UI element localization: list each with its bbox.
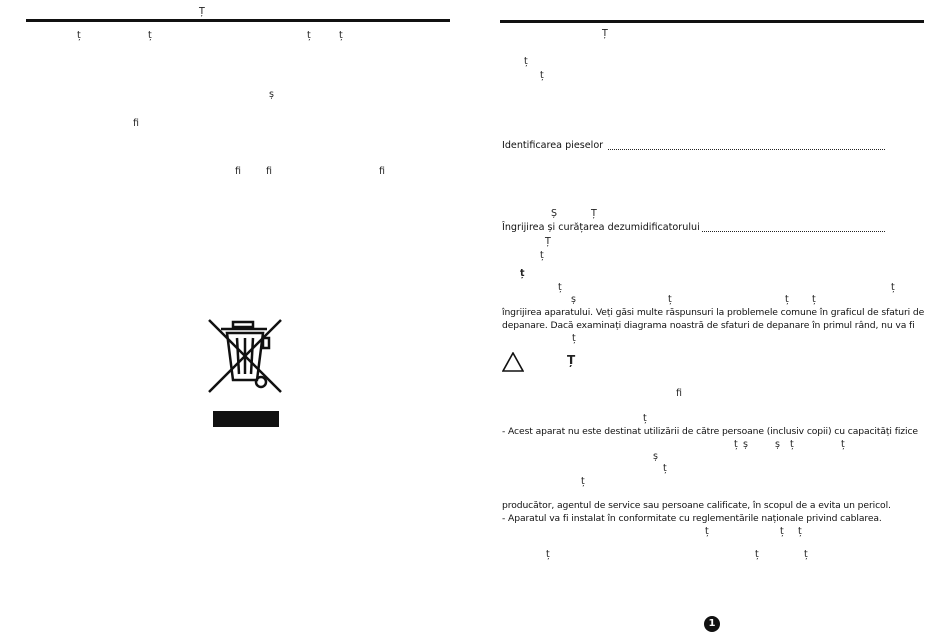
- toc-leader-dots: [702, 231, 885, 232]
- text-fragment: ș: [743, 439, 748, 450]
- text-fragment: Ș: [551, 208, 558, 219]
- warning-triangle-icon: [502, 352, 524, 372]
- text-fragment: ț: [339, 30, 343, 41]
- text-fragment: ț: [705, 526, 709, 537]
- text-fragment: ț: [780, 526, 784, 537]
- text-fragment: ț: [798, 526, 802, 537]
- text-fragment: ț: [785, 294, 789, 305]
- safety-line: - Aparatul va fi instalat în conformitate cu reglementările naționale privind cablarea.: [502, 513, 882, 524]
- text-fragment: ț: [540, 250, 544, 261]
- text-fragment: ț: [755, 549, 759, 560]
- text-fragment: ș: [571, 294, 576, 305]
- safety-line: - Acest aparat nu este destinat utilizării de către persoane (inclusiv copii) cu capacități fizice: [502, 426, 918, 437]
- left-header-fragment: Ț: [199, 6, 205, 17]
- text-fragment: ț: [734, 439, 738, 450]
- text-fragment: fi: [266, 166, 272, 177]
- text-fragment: ț: [546, 549, 550, 560]
- text-fragment: fi: [235, 166, 241, 177]
- paragraph-line: îngrijirea aparatului. Veți găsi multe răspunsuri la problemele comune în graficul de sfaturi de: [502, 307, 925, 318]
- toc-item-care-cleaning: Îngrijirea și curățarea dezumidificatorului: [502, 222, 700, 233]
- toc-leader-dots: [608, 149, 885, 150]
- text-fragment: ș: [269, 89, 274, 100]
- text-fragment: ț: [790, 439, 794, 450]
- text-fragment: ț: [148, 30, 152, 41]
- paragraph-line: depanare. Dacă examinați diagrama noastră de sfaturi de depanare în primul rând, nu va fi: [502, 320, 915, 331]
- left-header-rule: [26, 19, 450, 22]
- page-number-badge: 1: [704, 616, 720, 632]
- text-fragment: fi: [133, 118, 139, 129]
- text-fragment: ș: [653, 451, 658, 462]
- toc-item-parts: Identificarea pieselor: [502, 140, 604, 151]
- text-fragment: Ț: [545, 236, 551, 247]
- right-header-rule: [500, 20, 924, 23]
- text-fragment: ț: [558, 282, 562, 293]
- text-fragment: Ț: [591, 208, 597, 219]
- text-fragment: ț: [804, 549, 808, 560]
- text-fragment: ț: [643, 413, 647, 424]
- weee-underline-bar: [213, 411, 279, 427]
- text-fragment: ș: [775, 439, 780, 450]
- warning-heading-fragment: Ț: [567, 353, 576, 367]
- text-fragment: ț: [572, 333, 576, 344]
- text-fragment: fi: [676, 388, 682, 399]
- right-header-fragment: Ț: [602, 28, 608, 39]
- safety-line: producător, agentul de service sau persoane calificate, în scopul de a evita un pericol.: [502, 500, 891, 511]
- text-fragment: ț: [524, 56, 528, 67]
- text-fragment: ț: [891, 282, 895, 293]
- text-fragment: ț: [520, 268, 525, 279]
- text-fragment: ț: [841, 439, 845, 450]
- text-fragment: ț: [540, 70, 544, 81]
- text-fragment: ț: [668, 294, 672, 305]
- text-fragment: ț: [663, 463, 667, 474]
- crossed-out-wheeled-bin-icon: [205, 316, 285, 396]
- text-fragment: ț: [581, 476, 585, 487]
- text-fragment: ț: [812, 294, 816, 305]
- text-fragment: ț: [77, 30, 81, 41]
- text-fragment: fi: [379, 166, 385, 177]
- text-fragment: ț: [307, 30, 311, 41]
